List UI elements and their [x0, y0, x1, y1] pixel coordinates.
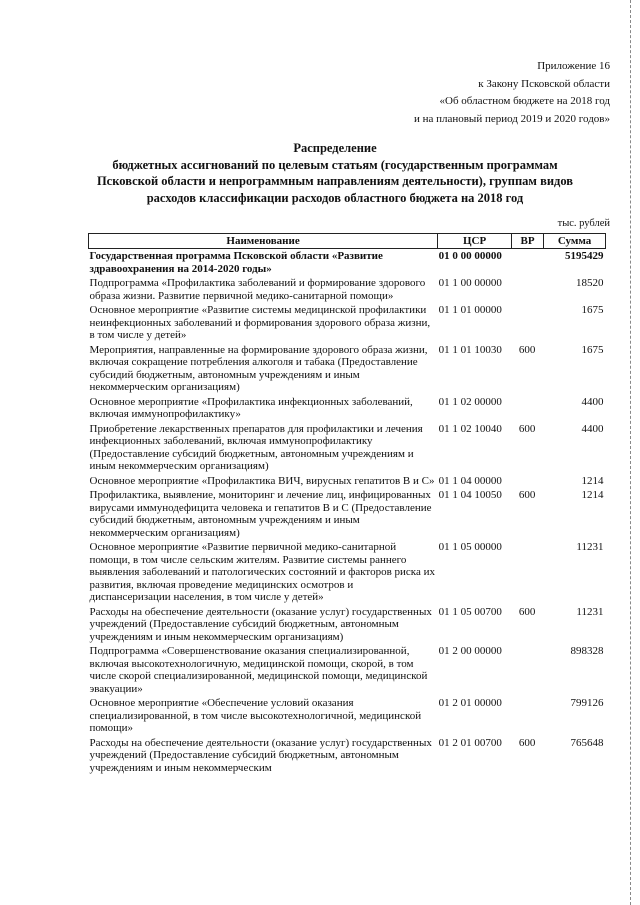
table-row — [89, 540, 606, 605]
cell-sum: 799126 — [570, 697, 604, 709]
cell-csr: 01 2 00 00000 — [438, 645, 502, 657]
cell-sum: 4400 — [581, 422, 604, 435]
table-row — [89, 249, 606, 277]
page-edge-line — [630, 0, 632, 905]
cell-name: Государственная программа Псковской области «Развитие здравоохранения на 2014-2020 годы» — [89, 250, 383, 275]
cell-vr — [512, 395, 544, 422]
title-line: бюджетных ассигнований по целевым статьям (государственным программам — [112, 157, 558, 172]
table-header-row — [89, 234, 606, 249]
appendix-line: и на плановый период 2019 и 2020 годов» — [413, 112, 610, 125]
cell-vr: 600 — [518, 736, 536, 749]
cell-name: Приобретение лекарственных препаратов для профилактики и лечения инфекционных заболеваний, включая иммунопрофилактику (Предоставление субсидий бюджетным, автономным учреждениям и иным некоммерческим организациям) — [89, 422, 423, 472]
budget-table — [88, 233, 606, 775]
cell-name: Основное мероприятие «Обеспечение условий оказания специализированной, в том числе высокотехнологичной, медицинской помощи» — [89, 697, 422, 734]
title-line: Псковской области и непрограммным направлениям деятельности), группам видов — [96, 174, 574, 188]
cell-csr: 01 2 01 00700 — [438, 736, 502, 749]
cell-name: Подпрограмма «Профилактика заболеваний и формирование здорового образа жизни. Развитие первичной медико-санитарной помощи» — [89, 277, 426, 302]
cell-name: Мероприятия, направленные на формирование здорового образа жизни, включая сокращение потребления алкоголя и табака (Предоставление субсидий бюджетным, автономным учреждениям и иным некоммерческим организациям) — [89, 343, 428, 393]
cell-csr: 01 2 01 00000 — [438, 697, 502, 709]
appendix-line: «Об областном бюджете на 2018 год — [439, 95, 610, 107]
cell-csr: 01 1 04 00000 — [438, 474, 502, 487]
cell-vr: 600 — [518, 422, 536, 435]
cell-sum: 1214 — [581, 489, 604, 501]
cell-name: Профилактика, выявление, мониторинг и лечение лиц, инфицированных вирусами иммунодефицита человека и гепатитов В и С (Предоставление субсидий бюджетным, автономным учреждениям и иным некоммерческим организациям) — [89, 489, 432, 539]
cell-csr: 01 1 02 00000 — [438, 395, 502, 408]
cell-csr: 01 1 01 00000 — [438, 304, 502, 316]
cell-name: Основное мероприятие «Развитие системы медицинской профилактики неинфекционных заболеваний и формирования здорового образа жизни, в том числе у детей» — [89, 304, 431, 341]
title-line: расходов классификации расходов областного бюджета на 2018 год — [146, 190, 524, 205]
appendix-line: Приложение 16 — [537, 60, 610, 72]
cell-csr: 01 1 04 10050 — [438, 489, 502, 501]
cell-csr: 01 0 00 00000 — [438, 250, 502, 262]
table-row — [89, 488, 606, 540]
units-label: тыс. рублей — [557, 218, 610, 229]
column-header-name: Наименование — [89, 234, 438, 249]
cell-name: Расходы на обеспечение деятельности (оказание услуг) государственных учреждений (Предоставление субсидий бюджетным, автономным учреждениям и иным некоммерческим — [89, 736, 432, 774]
cell-sum: 1675 — [581, 343, 604, 356]
appendix-header — [414, 58, 610, 128]
cell-vr: 600 — [518, 343, 536, 356]
cell-vr — [512, 540, 544, 605]
table-row — [89, 696, 606, 736]
cell-vr — [512, 474, 544, 489]
title-line: Распределение — [293, 141, 377, 155]
cell-vr: 600 — [518, 489, 536, 501]
column-header-vr: ВР — [512, 234, 544, 249]
cell-sum: 1675 — [581, 304, 604, 316]
column-header-csr: ЦСР — [438, 234, 512, 249]
cell-vr — [512, 696, 544, 736]
cell-name: Основное мероприятие «Развитие первичной медико-санитарной помощи, в том числе сельским жителям. Развитие системы раннего выявления заболеваний и патологических состояний и факторов риска их развития, включая проведение медицинских осмотров и диспансеризации населения, в том числе у детей» — [89, 541, 435, 603]
table-row — [89, 736, 606, 776]
cell-name: Подпрограмма «Совершенствование оказания специализированной, включая высокотехнологичную, медицинской помощи, скорой, в том числе скорой специализированной, медицинской помощи, медицинской эвакуации» — [89, 645, 428, 695]
cell-sum: 11231 — [576, 541, 604, 553]
table-row — [89, 474, 606, 489]
cell-vr: 600 — [518, 605, 536, 618]
cell-csr: 01 1 05 00700 — [438, 605, 502, 618]
cell-sum: 11231 — [576, 605, 604, 618]
column-header-sum: Сумма — [544, 234, 606, 249]
cell-csr: 01 1 00 00000 — [438, 277, 502, 289]
cell-sum: 5195429 — [565, 250, 604, 262]
cell-csr: 01 1 02 10040 — [438, 422, 502, 435]
cell-name: Основное мероприятие «Профилактика инфекционных заболеваний, включая иммунопрофилактику» — [89, 395, 413, 420]
table-row — [89, 276, 606, 303]
cell-name: Расходы на обеспечение деятельности (оказание услуг) государственных учреждений (Предоставление субсидий бюджетным, автономным учреждениям и иным некоммерческим организациям) — [89, 605, 432, 643]
cell-csr: 01 1 01 10030 — [438, 343, 502, 356]
cell-sum: 765648 — [570, 736, 604, 749]
cell-vr — [512, 276, 544, 303]
cell-sum: 1214 — [581, 474, 604, 487]
table-row — [89, 343, 606, 395]
cell-vr — [512, 644, 544, 696]
appendix-line: к Закону Псковской области — [478, 77, 610, 90]
cell-name: Основное мероприятие «Профилактика ВИЧ, вирусных гепатитов В и С» — [89, 474, 435, 487]
cell-sum: 4400 — [581, 395, 604, 408]
cell-vr — [512, 303, 544, 343]
cell-sum: 898328 — [570, 645, 604, 657]
table-row — [89, 395, 606, 422]
table-row — [89, 303, 606, 343]
cell-csr: 01 1 05 00000 — [438, 541, 502, 553]
table-row — [89, 644, 606, 696]
document-title — [60, 140, 610, 206]
cell-vr — [512, 249, 544, 277]
table-row — [89, 422, 606, 474]
table-row — [89, 605, 606, 645]
cell-sum: 18520 — [576, 277, 604, 289]
